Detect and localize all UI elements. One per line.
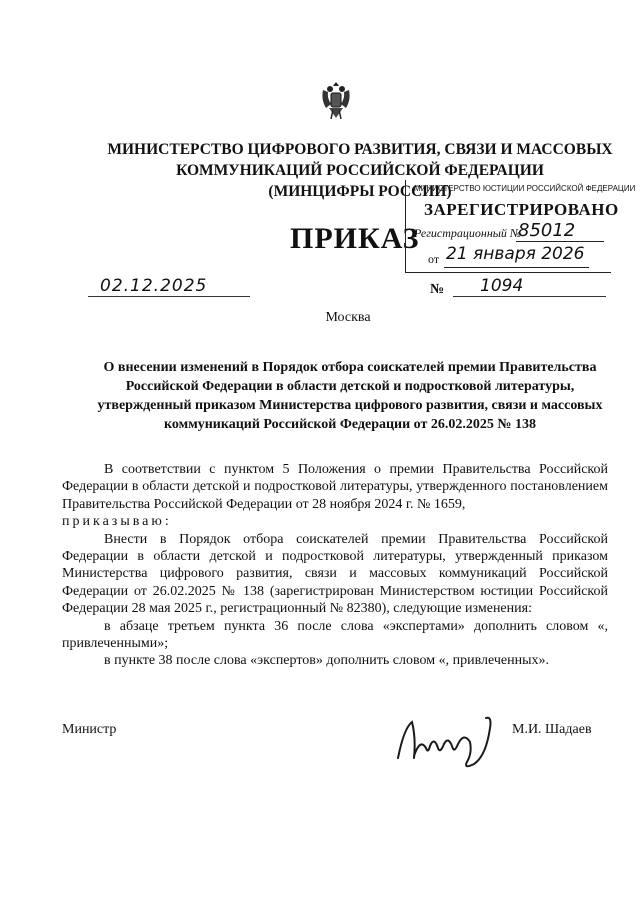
city: Москва: [325, 310, 371, 325]
handwritten-signature: [390, 708, 510, 778]
document-type-title: ПРИКАЗ: [290, 222, 420, 255]
ministry-short-name: (МИНЦИФРЫ РОССИИ): [268, 183, 452, 200]
body-paragraph-4: в пункте 38 после слова «экспертов» дополнить словом «, привлеченных».: [104, 653, 549, 669]
stamp-regno-label: Регистрационный №: [414, 226, 522, 240]
coat-of-arms-emblem: [317, 78, 355, 122]
stamp-header: МИНИСТЕРСТВО ЮСТИЦИИ РОССИЙСКОЙ ФЕДЕРАЦИИ: [414, 184, 636, 193]
signer-name: М.И. Шадаев: [512, 722, 592, 737]
signer-title: Министр: [62, 722, 117, 737]
body-paragraph-1: [62, 461, 608, 513]
stamp-date-value: 21 января 2026: [446, 244, 585, 264]
stamp-regno-underline: [516, 241, 604, 242]
body-paragraph-3: в абзаце третьем пункта 36 после слова «экспертами» дополнить словом «, привлеченными»;: [62, 618, 608, 652]
stamp-from-label: от: [428, 252, 440, 266]
stamp-registered-label: ЗАРЕГИСТРИРОВАНО: [424, 200, 619, 219]
document-number: 1094: [480, 276, 524, 296]
number-label: №: [430, 282, 445, 297]
ministry-name-line2: КОММУНИКАЦИЙ РОССИЙСКОЙ ФЕДЕРАЦИИ: [176, 162, 544, 179]
document-heading: О внесении изменений в Порядок отбора соискателей премии Правительства Российской Федерации в области детской и подростковой литературы, утвержденный приказом Министерства цифрового развития, связи и массовых коммуникаций Российской Федерации от 26.02.2025 № 138: [97, 360, 603, 432]
number-underline: [453, 296, 606, 297]
body-paragraph-2: Внести в Порядок отбора соискателей премии Правительства Российской Федерации в области детской и подростковой литературы, утвержденный приказом Министерства цифрового развития, связи и массовых коммуникаций Российской Федерации от 26.02.2025 № 138 (зарегистрирован Министерством юстиции Российской Федерации 28 мая 2025 г., регистрационный № 82380), следующие изменения:: [62, 531, 608, 617]
ministry-name-line1: МИНИСТЕРСТВО ЦИФРОВОГО РАЗВИТИЯ, СВЯЗИ И МАССОВЫХ: [107, 141, 613, 158]
document-body: [62, 461, 608, 670]
order-directive: [62, 513, 608, 530]
registration-stamp: [405, 180, 636, 273]
body-paragraph-1-text: В соответствии с пунктом 5 Положения о премии Правительства Российской Федерации в области детской и подростковой литературы, утвержденного постановлением Правительства Российской Федерации от 28 ноября 2024 г. № 1659,: [62, 462, 608, 512]
order-word: приказываю:: [62, 514, 172, 530]
date-underline: [88, 296, 250, 297]
stamp-date-underline: [444, 267, 589, 268]
document-date: 02.12.2025: [100, 276, 208, 296]
stamp-regno-value: 85012: [518, 220, 576, 241]
